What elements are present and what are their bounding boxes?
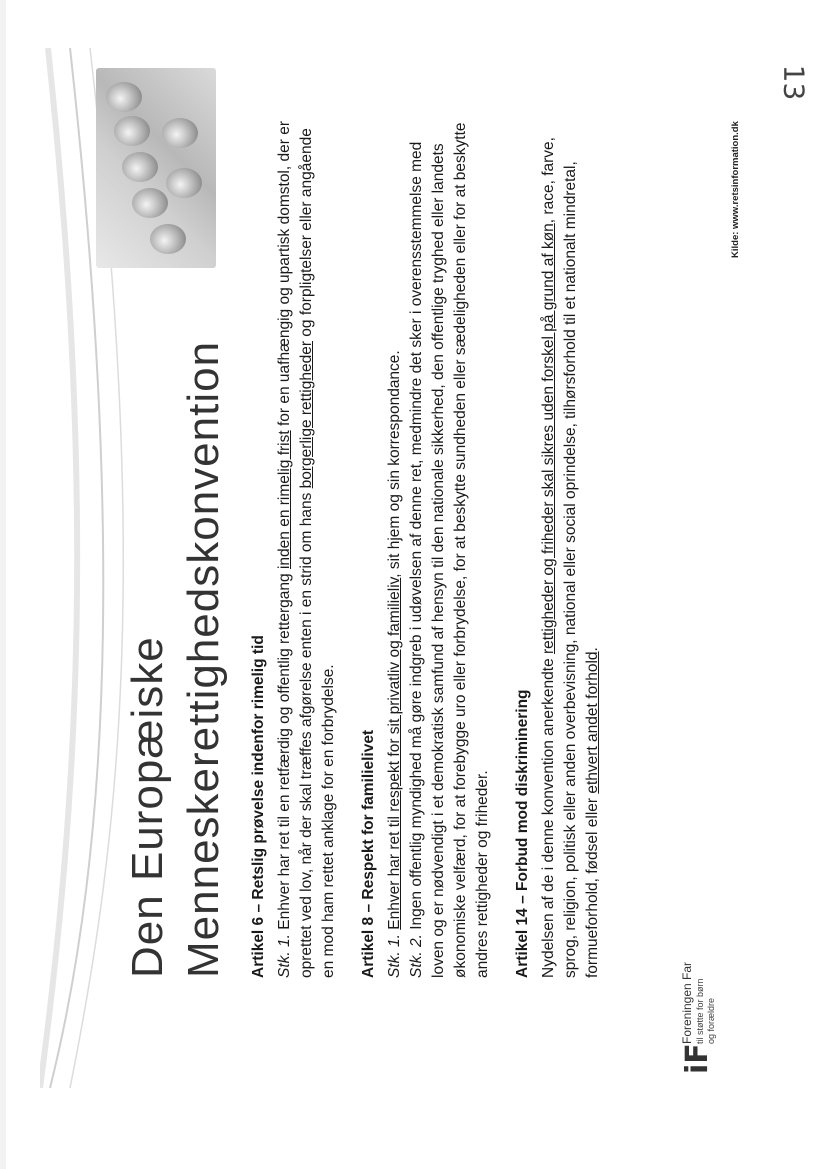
logo-sub-line-1: til støtte for børn <box>695 978 705 1044</box>
article-paragraph <box>274 118 340 978</box>
section-gap <box>494 118 512 978</box>
article-paragraph <box>538 118 604 978</box>
paragraph-text: , sit hjem og sin korrespondance. <box>386 350 403 578</box>
underlined-text: borgerlige rettigheder <box>298 341 315 489</box>
article-heading: Artikel 14 – Forbud mod diskriminering <box>514 689 531 978</box>
handwritten-page-number: 13 <box>777 64 811 101</box>
paragraph-text: for en uafhængig og upartisk domstol, der er oprettet ved lov, når der skal træffes afgørelse enten i en strid om hans <box>276 121 315 978</box>
stk-label: Stk. 1. <box>276 934 293 978</box>
article-heading: Artikel 8 – Respekt for familielivet <box>360 729 377 978</box>
section-gap <box>340 118 358 978</box>
slide-content <box>40 48 756 1088</box>
page-title <box>120 341 232 978</box>
stk-label: Stk. 2. <box>408 934 425 978</box>
title-line-2: Menneskerettighedskonvention <box>179 340 228 978</box>
logo-name: Foreningen Far <box>680 961 694 1044</box>
paragraph-text: , race, farve, sprog, religion, politisk eller anden overbevisning, national eller social oprindelse, tilhørsforhold til et nationalt mindretal, formueforhold, fødsel eller <box>540 137 601 978</box>
stk-label: Stk. 1. <box>386 934 403 978</box>
paragraph-text: . <box>584 647 601 652</box>
article-paragraph <box>406 118 494 978</box>
article-paragraph <box>384 118 406 978</box>
paragraph-text <box>386 930 403 934</box>
article-content <box>248 118 604 978</box>
people-logo-icon: iF <box>680 1043 715 1074</box>
underlined-text: inden en rimelig frist <box>276 430 293 570</box>
underlined-text: Enhver har ret til respekt for sit privatliv og familieliv <box>386 577 403 930</box>
title-line-1: Den Europæiske <box>123 636 172 978</box>
underlined-text: rettigheder og friheder skal sikres uden forskel på grund af køn <box>540 223 557 654</box>
underlined-text: ethvert andet forhold <box>584 651 601 794</box>
article-heading: Artikel 6 – Retslig prøvelse indenfor rimelig tid <box>250 635 267 978</box>
paragraph-text: Ingen offentlig myndighed må gøre indgreb i udøvelsen af denne ret, medmindre det sker i overensstemmelse med loven og er nødvendigt i et demokratisk samfund af hensyn til den nationale sikkerhed, den offentlige tryghed eller landets økonomiske velfærd, for at forebygge uro eller forbrydelse, for at beskytte sundheden eller sædeligheden eller for at beskytte andres rettigheder og friheder. <box>408 122 491 978</box>
paragraph-text: Nydelsen af de i denne konvention anerkendte <box>540 653 557 978</box>
group-photo-image <box>96 68 216 268</box>
paragraph-text: og forpligtelser eller angående en mod ham rettet anklage for en forbrydelse. <box>298 128 337 978</box>
source-credit: Kilde: www.retsinformation.dk <box>730 121 741 258</box>
logo-sub-line-2: og forældre <box>706 997 716 1044</box>
rotated-slide <box>40 48 756 1088</box>
paragraph-text: Enhver har ret til en retfærdig og offentlig rettergang <box>276 569 293 935</box>
organization-logo <box>680 961 750 1074</box>
